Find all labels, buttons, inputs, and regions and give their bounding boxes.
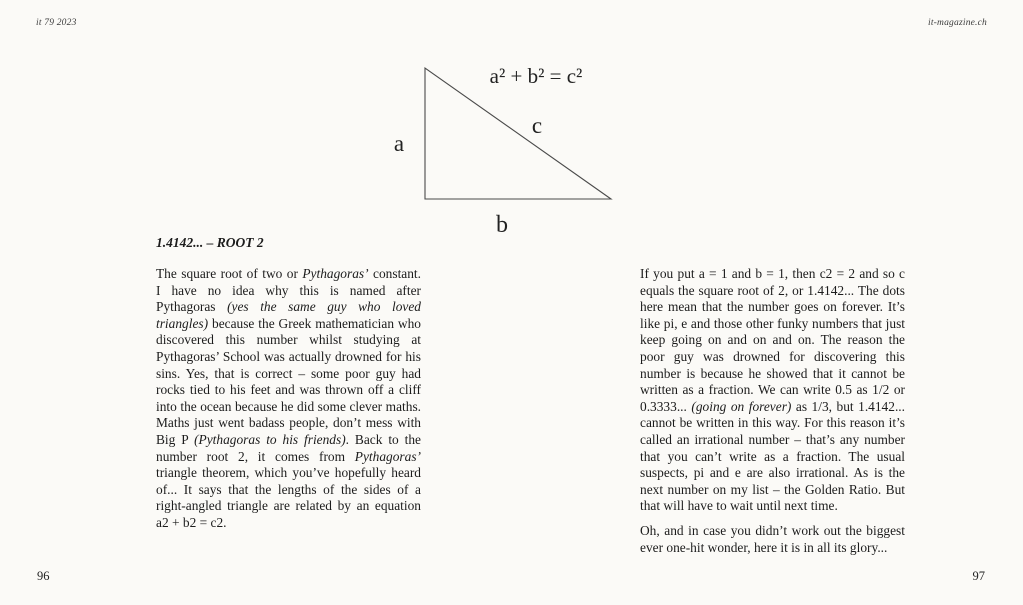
right-text-column — [640, 266, 905, 556]
running-head-issue: it 79 2023 — [36, 18, 77, 28]
page-number-left: 96 — [37, 569, 50, 583]
running-head-website: it-magazine.ch — [928, 18, 987, 28]
page-number-right: 97 — [972, 569, 985, 583]
pythagoras-triangle-figure — [378, 52, 630, 252]
article-heading: 1.4142... – ROOT 2 — [156, 235, 264, 250]
triangle-hypotenuse-label: c — [531, 113, 543, 138]
left-column-paragraph: The square root of two or Pythagoras’ constant. I have no idea why this is named after Pythagoras (yes the same guy who loved triangles) because the Greek mathematician who discovered this number whilst studying at Pythagoras’ School was actually drowned for his sins. Yes, that is correct – some poor guy had rocks tied to his feet and was thrown off a cliff into the ocean because he did some clever maths. Maths just went badass people, don’t mess with Big P (Pythagoras to his friends). Back to the number root 2, it comes from Pythagoras’ triangle theorem, which you’ve hopefully heard of... It says that the lengths of the sides of a right-angled triangle are related by an equation a2 + b2 = c2. — [156, 266, 421, 530]
left-text-column — [156, 266, 421, 532]
pythagorean-formula: a² + b² = c² — [489, 64, 583, 88]
right-column-paragraph-2: Oh, and in case you didn’t work out the biggest ever one-hit wonder, here it is in all its glory... — [640, 522, 905, 555]
triangle-side-b-label: b — [496, 212, 508, 238]
right-column-paragraph-1: If you put a = 1 and b = 1, then c2 = 2 and so c equals the square root of 2, or 1.4142... The dots here mean that the number goes on forever. It’s like pi, e and those other funky numbers that just keep going on and on and on. The reason the poor guy was drowned for discovering this number is because he showed that it cannot be written as a fraction. We can write 0.5 as 1/2 or 0.3333... (going on forever) as 1/3, but 1.4142... cannot be written in this way. For this reason it’s called an irrational number – that’s any number that you can’t write as a fraction. The usual suspects, pi and e are also irrational. As is the next number on my list – the Golden Ratio. But that will have to wait until next time. — [640, 266, 905, 514]
triangle-side-a-label: a — [393, 131, 405, 156]
